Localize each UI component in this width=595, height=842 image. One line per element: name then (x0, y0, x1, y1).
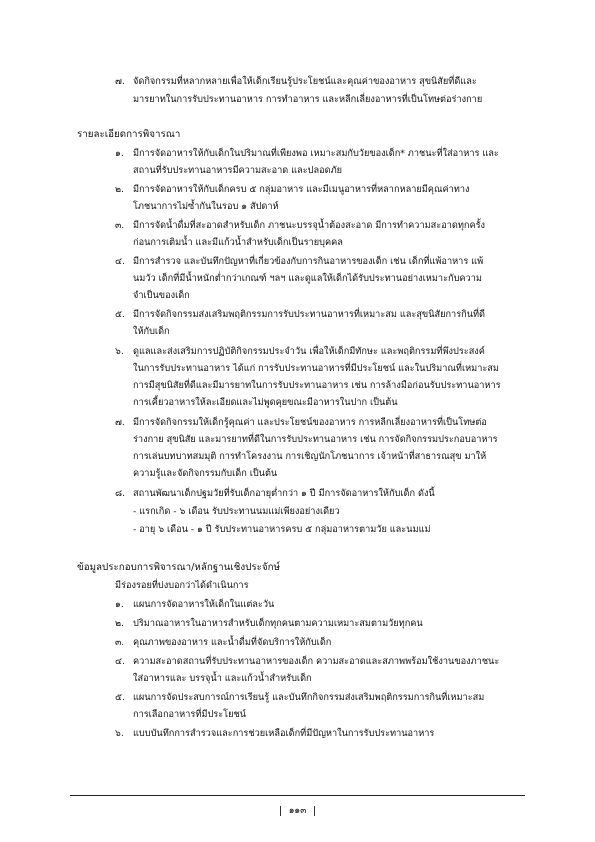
item-text: ให้กับเด็ก (133, 326, 170, 337)
item-text: โภชนาการไม่ซ้ำกันในรอบ ๑ สัปดาห์ (133, 201, 279, 212)
item-text: จำเป็นของเด็ก (133, 290, 190, 301)
item-number: ๗. (115, 76, 125, 87)
item-text: การเลือกอาหารที่มีประโยชน์ (133, 709, 246, 720)
section-heading: รายละเอียดการพิจารณา (77, 129, 181, 140)
item-text: มีการจัดกิจกรรมให้เด็กรู้คุณค่า และประโยชน์ของอาหาร การหลีกเลี่ยงอาหารที่เป็นโทษต่อ (133, 417, 487, 428)
item-text: การเคี้ยวอาหารให้ละเอียดและไม่พูดคุยขณะมีอาหารในปาก เป็นต้น (133, 397, 398, 408)
item-number: ๑. (115, 148, 124, 159)
item-number: ๒. (115, 618, 124, 629)
item-text: คุณภาพของอาหาร และน้ำดื่มที่จัดบริการให้กับเด็ก (133, 637, 332, 648)
item-text: มีการจัดน้ำดื่มที่สะอาดสำหรับเด็ก ภาชนะบรรจุน้ำต้องสะอาด มีการทำความสะอาดทุกครั้ง (133, 220, 486, 231)
item-number: ๕. (115, 309, 125, 320)
item-text: การเล่นบทบาทสมมุติ การทำโครงงาน การเชิญนักโภชนาการ เจ้าหน้าที่สาธารณสุข มาให้ (133, 451, 487, 462)
item-number: ๗. (115, 417, 125, 428)
item-text: แบบบันทึกการสำรวจและการช่วยเหลือเด็กที่มีปัญหาในการรับประทานอาหาร (133, 728, 435, 739)
sub-item-text: - อายุ ๖ เดือน - ๑ ปี รับประทานอาหารครบ ๕ กลุ่มอาหารตามวัย และนมแม่ (133, 524, 431, 535)
item-text: ในการรับประทานอาหาร ได้แก่ การรับประทานอาหารที่มีประโยชน์ และในปริมาณที่เหมาะสม (133, 363, 499, 374)
item-number: ๓. (115, 220, 125, 231)
item-text: ก่อนการเติมน้ำ และมีแก้วน้ำสำหรับเด็กเป็นรายบุคคล (133, 237, 343, 248)
page-footer (0, 803, 595, 817)
item-number: ๔. (115, 656, 125, 667)
evidence-intro: มีร่องรอยที่บ่งบอกว่าได้ดำเนินการ (115, 580, 249, 591)
item-number: ๓. (115, 637, 125, 648)
item-text: ใส่อาหารและ บรรจุน้ำ และแก้วน้ำสำหรับเด็ก (133, 673, 312, 684)
sub-item-text: - แรกเกิด - ๖ เดือน รับประทานนมแม่เพียงอย่างเดียว (133, 506, 340, 517)
item-text: จัดกิจกรรมที่หลากหลายเพื่อให้เด็กเรียนรู้ประโยชน์และคุณค่าของอาหาร สุขนิสัยที่ดีและ (133, 76, 477, 87)
item-number: ๕. (115, 692, 125, 703)
item-text: การมีสุขนิสัยที่ดีและมีมารยาทในการรับประทานอาหาร เช่น การล้างมือก่อนรับประทานอาหาร (133, 380, 501, 391)
item-text: สถานที่รับประทานอาหารมีความสะอาด และปลอดภัย (133, 165, 343, 176)
item-text: มีการจัดอาหารให้กับเด็กครบ ๕ กลุ่มอาหาร และมีเมนูอาหารที่หลากหลายมีคุณค่าทาง (133, 184, 470, 195)
item-text: มารยาทในการรับประทานอาหาร การทำอาหาร และหลีกเลี่ยงอาหารที่เป็นโทษต่อร่างกาย (133, 94, 483, 105)
item-number: ๖. (115, 728, 124, 739)
section-heading: ข้อมูลประกอบการพิจารณา/หลักฐานเชิงประจักษ์ (77, 562, 281, 573)
item-text: ปริมาณอาหารในอาหารสำหรับเด็กทุกคนตามความเหมาะสมตามวัยทุกคน (133, 618, 423, 629)
item-text: มีการจัดกิจกรรมส่งเสริมพฤติกรรมการรับประทานอาหารที่เหมาะสม และสุขนิสัยการกินที่ดี (133, 309, 486, 320)
item-text: ดูแลและส่งเสริมการปฏิบัติกิจกรรมประจำวัน เพื่อให้เด็กมีทักษะ และพฤติกรรมที่พึงประสงค์ (133, 346, 485, 357)
item-text: ความรู้และจัดกิจกรรมกับเด็ก เป็นต้น (133, 468, 278, 479)
item-number: ๒. (115, 184, 124, 195)
item-text: มีการสำรวจ และบันทึกปัญหาที่เกี่ยวข้องกับการกินอาหารของเด็ก เช่น เด็กที่แพ้อาหาร แพ้ (133, 256, 484, 267)
item-text: มีการจัดอาหารให้กับเด็กในปริมาณที่เพียงพอ เหมาะสมกับวัยของเด็ก* ภาชนะที่ใส่อาหาร และ (133, 148, 499, 159)
page-number: ๑๑๓ (280, 806, 316, 816)
item-text: แผนการจัดอาหารให้เด็กในแต่ละวัน (133, 599, 275, 610)
item-text: ความสะอาดสถานที่รับประทานอาหารของเด็ก ความสะอาดและสภาพพร้อมใช้งานของภาชนะ (133, 656, 500, 667)
item-text: แผนการจัดประสบการณ์การเรียนรู้ และบันทึกกิจกรรมส่งเสริมพฤติกรรมการกินที่เหมาะสม (133, 692, 485, 703)
item-number: ๑. (115, 599, 124, 610)
item-text: ร่างกาย สุขนิสัย และมารยาทที่ดีในการรับประทานอาหาร เช่น การจัดกิจกรรมประกอบอาหาร (133, 434, 498, 445)
item-number: ๔. (115, 256, 125, 267)
item-text: นมวัว เด็กที่มีน้ำหนักต่ำกว่าเกณฑ์ ฯลฯ และดูแลให้เด็กได้รับประทานอย่างเหมาะกับความ (133, 273, 482, 284)
item-number: ๘. (115, 488, 126, 499)
item-number: ๖. (115, 346, 124, 357)
footer-divider (70, 795, 525, 796)
item-text: สถานพัฒนาเด็กปฐมวัยที่รับเด็กอายุต่ำกว่า ๑ ปี มีการจัดอาหารให้กับเด็ก ดังนี้ (133, 488, 435, 499)
